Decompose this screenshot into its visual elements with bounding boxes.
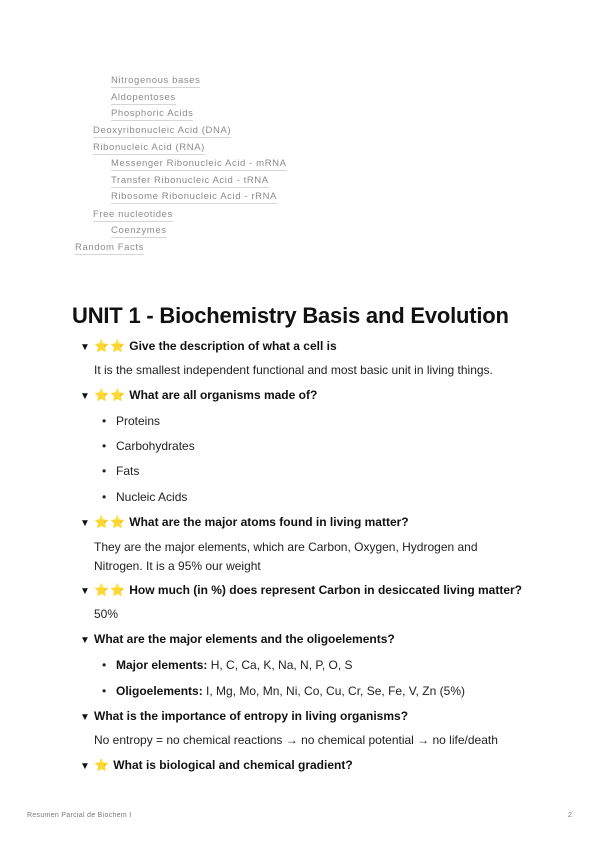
- star-icon: ⭐: [109, 583, 125, 597]
- toggle-question-gradient[interactable]: [80, 757, 353, 775]
- list-item-text: H, C, Ca, K, Na, N, P, O, S: [207, 658, 353, 672]
- answer-text: 50%: [94, 607, 119, 621]
- toc-link-dna[interactable]: Deoxyribonucleic Acid (DNA): [93, 125, 232, 136]
- bullet-icon: •: [102, 490, 107, 504]
- list-item-label: Major elements:: [116, 658, 208, 672]
- list-item: [102, 438, 195, 454]
- toc-link-aldopentoses[interactable]: Aldopentoses: [111, 92, 176, 103]
- bullet-icon: •: [102, 464, 107, 478]
- answer-text: It is the smallest independent functional and most basic unit in living things.: [94, 363, 493, 377]
- toggle-question-entropy[interactable]: [80, 708, 408, 726]
- question-text: What is biological and chemical gradient?: [113, 758, 353, 772]
- toc-link-mrna[interactable]: Messenger Ribonucleic Acid - mRNA: [111, 158, 287, 169]
- list-item: [102, 657, 353, 673]
- question-text: How much (in %) does represent Carbon in desiccated living matter?: [129, 583, 522, 597]
- toggle-triangle-icon: ▼: [80, 635, 90, 646]
- bullet-icon: •: [102, 684, 107, 698]
- list-item-text: Fats: [116, 464, 140, 478]
- star-icon: ⭐: [109, 515, 125, 529]
- toggle-triangle-icon: ▼: [80, 712, 90, 723]
- toc-link-rna[interactable]: Ribonucleic Acid (RNA): [93, 142, 205, 153]
- star-icon: ⭐: [94, 339, 109, 353]
- toggle-question-cell[interactable]: [80, 338, 337, 356]
- question-text: What are the major atoms found in living matter?: [129, 515, 409, 529]
- answer-text: They are the major elements, which are Carbon, Oxygen, Hydrogen and Nitrogen. It is a 95% our weight: [94, 540, 478, 573]
- star-icon: ⭐: [94, 388, 109, 402]
- list-item-text: Carbohydrates: [116, 439, 195, 453]
- answer-text: No entropy = no chemical reactions → no chemical potential → no life/death: [94, 733, 498, 747]
- question-text: What are the major elements and the oligoelements?: [94, 632, 395, 646]
- question-text: What are all organisms made of?: [129, 388, 318, 402]
- toc-link-nitrogenous-bases[interactable]: Nitrogenous bases: [111, 75, 201, 86]
- toc-link-rrna[interactable]: Ribosome Ribonucleic Acid - rRNA: [111, 191, 277, 202]
- toggle-triangle-icon: ▼: [80, 586, 90, 597]
- toggle-question-elements[interactable]: [80, 631, 395, 649]
- list-item-text: I, Mg, Mo, Mn, Ni, Co, Cu, Cr, Se, Fe, V, Zn (5%): [202, 684, 465, 698]
- list-item: [102, 413, 160, 429]
- toggle-triangle-icon: ▼: [80, 518, 90, 529]
- list-item: [102, 489, 187, 505]
- bullet-icon: •: [102, 439, 107, 453]
- question-text: Give the description of what a cell is: [129, 339, 337, 353]
- star-icon: ⭐: [94, 583, 109, 597]
- bullet-icon: •: [102, 414, 107, 428]
- list-item: [102, 683, 465, 699]
- toggle-triangle-icon: ▼: [80, 391, 90, 402]
- toggle-triangle-icon: ▼: [80, 761, 90, 772]
- toc-link-random-facts[interactable]: Random Facts: [75, 242, 144, 253]
- toc-link-free-nucleotides[interactable]: Free nucleotides: [93, 209, 173, 220]
- toc-link-phosphoric-acids[interactable]: Phosphoric Acids: [111, 108, 194, 119]
- bullet-icon: •: [102, 658, 107, 672]
- star-icon: ⭐: [94, 515, 109, 529]
- toc-link-trna[interactable]: Transfer Ribonucleic Acid - tRNA: [111, 175, 269, 186]
- toggle-triangle-icon: ▼: [80, 342, 90, 353]
- toc-link-coenzymes[interactable]: Coenzymes: [111, 225, 167, 236]
- footer-document-title: Resumen Parcial de Biochem I: [27, 812, 132, 819]
- star-icon: ⭐: [94, 758, 109, 772]
- star-icon: ⭐: [109, 339, 125, 353]
- list-item-label: Oligoelements:: [116, 684, 203, 698]
- toggle-question-major-atoms[interactable]: [80, 514, 409, 532]
- footer-page-number: 2: [568, 812, 572, 819]
- unit-title: UNIT 1 - Biochemistry Basis and Evolution: [72, 303, 509, 328]
- question-text: What is the importance of entropy in living organisms?: [94, 709, 409, 723]
- list-item-text: Proteins: [116, 414, 161, 428]
- list-item: [102, 463, 139, 479]
- toggle-question-carbon[interactable]: [80, 582, 522, 600]
- list-item-text: Nucleic Acids: [116, 490, 188, 504]
- toggle-question-organisms[interactable]: [80, 387, 317, 405]
- star-icon: ⭐: [109, 388, 125, 402]
